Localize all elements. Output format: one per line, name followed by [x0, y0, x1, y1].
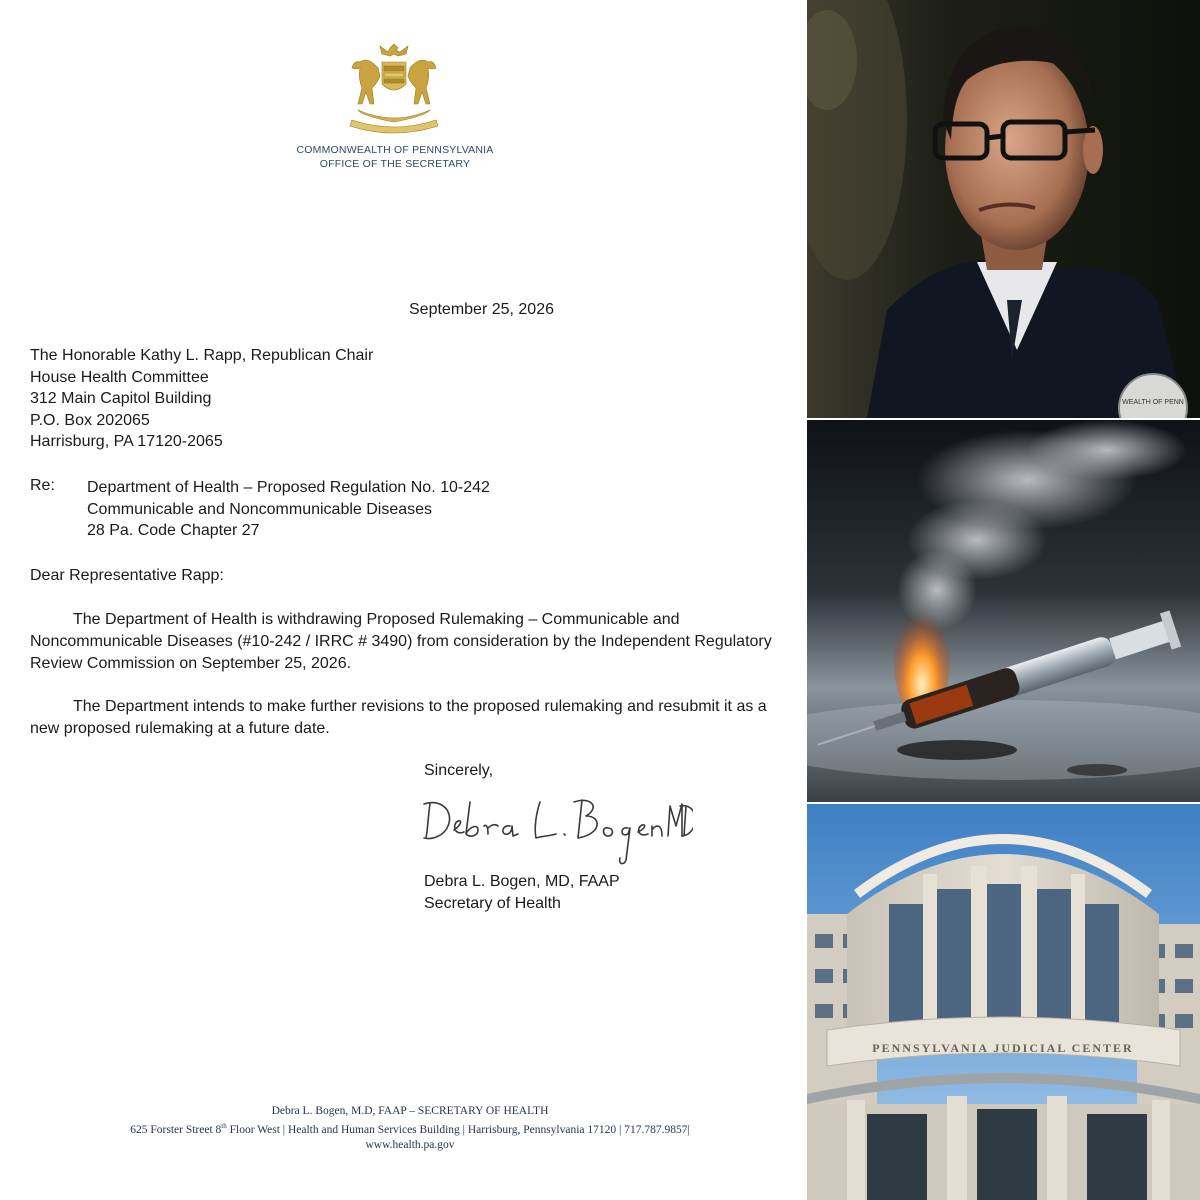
- signer-title: Secretary of Health: [424, 895, 561, 912]
- re-line: Department of Health – Proposed Regulation No. 10-242: [87, 479, 490, 496]
- photo-burning-syringe: [807, 420, 1200, 802]
- closing-sincerely: Sincerely,: [424, 762, 494, 779]
- letterhead-line-commonwealth: COMMONWEALTH OF PENNSYLVANIA: [296, 144, 494, 156]
- address-line: 312 Main Capitol Building: [30, 390, 212, 407]
- signer-name: Debra L. Bogen, MD, FAAP: [424, 873, 620, 890]
- letterhead-line-office: OFFICE OF THE SECRETARY: [319, 158, 471, 170]
- footer-line-address: [60, 1119, 760, 1138]
- handwritten-signature: [418, 790, 693, 870]
- re-label: Re:: [30, 477, 55, 494]
- footer-address-superscript: th: [221, 1122, 227, 1130]
- portrait-image: [807, 0, 1200, 418]
- pennsylvania-seal-icon: [338, 42, 450, 134]
- address-line: Harrisburg, PA 17120-2065: [30, 433, 223, 450]
- footer-address-part: Floor West | Health and Human Services Building | Harrisburg, Pennsylvania 17120 | 717.787.9857|: [226, 1123, 690, 1136]
- salutation: Dear Representative Rapp:: [30, 567, 224, 584]
- judicial-center-image: [807, 804, 1200, 1200]
- re-subject: [87, 477, 490, 542]
- footer-line-name: Debra L. Bogen, M.D, FAAP – SECRETARY OF HEALTH: [271, 1105, 549, 1117]
- photo-judicial-center: [807, 804, 1200, 1200]
- letter-footer: [60, 1104, 760, 1153]
- body-paragraph-text: The Department intends to make further revisions to the proposed rulemaking and resubmit it as a new proposed rulemaking at a future date.: [30, 698, 767, 737]
- photo-portrait: [807, 0, 1200, 418]
- address-line: P.O. Box 202065: [30, 411, 150, 429]
- signature-block: [424, 871, 620, 915]
- re-line: 28 Pa. Code Chapter 27: [87, 522, 260, 539]
- letter-date: September 25, 2026: [409, 301, 554, 318]
- letterhead-text: [200, 143, 590, 171]
- jacket-patch-text: WEALTH OF PENN: [1122, 399, 1184, 406]
- syringe-image: [807, 420, 1200, 802]
- body-paragraph-withdrawal: [30, 609, 790, 675]
- address-line: House Health Committee: [30, 368, 209, 386]
- building-sign-text: PENNSYLVANIA JUDICIAL CENTER: [872, 1041, 1134, 1055]
- re-line: Communicable and Noncommunicable Diseases: [87, 500, 433, 518]
- footer-line-website: www.health.pa.gov: [365, 1138, 455, 1151]
- recipient-address: [30, 345, 373, 453]
- address-line: The Honorable Kathy L. Rapp, Republican Chair: [30, 347, 374, 364]
- footer-address-part: 625 Forster Street 8: [130, 1123, 222, 1136]
- body-paragraph-resubmit: [30, 696, 790, 740]
- body-paragraph-text: The Department of Health is withdrawing Proposed Rulemaking – Communicable and Noncommunicable Diseases (#10-242 / IRRC # 3490) from consideration by the Independent Regulatory Review Commission on September 25, 2026.: [30, 611, 772, 672]
